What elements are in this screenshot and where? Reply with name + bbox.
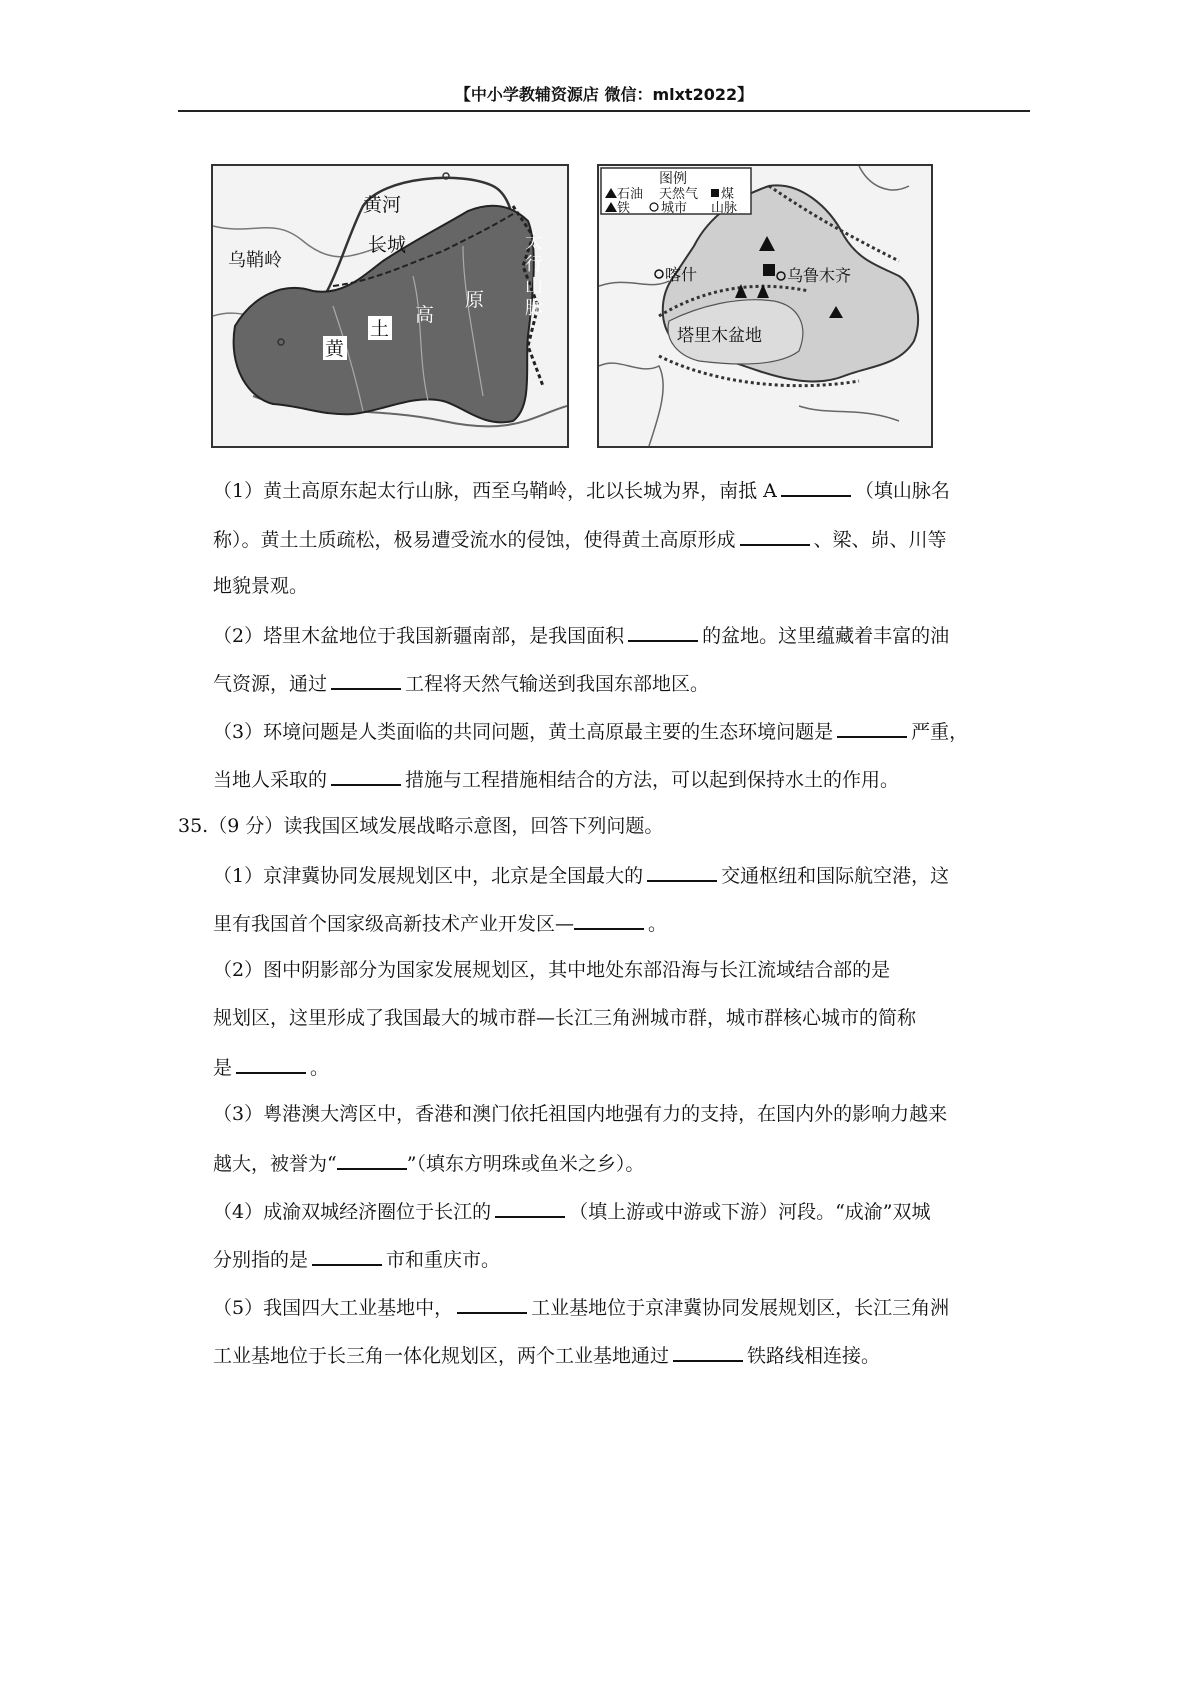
svg-text:原: 原 <box>465 289 485 311</box>
q34-p2-line2: 气资源，通过 工程将天然气输送到我国东部地区。 <box>213 670 709 696</box>
answer-blank <box>740 526 810 546</box>
q34-p3-line1: （3）环境问题是人类面临的共同问题，黄土高原最主要的生态环境问题是 严重， <box>213 718 968 744</box>
answer-blank <box>236 1054 306 1074</box>
q35-p1-line2: 里有我国首个国家级高新技术产业开发区— 。 <box>213 910 667 936</box>
q35-p2-line2: 规划区，这里形成了我国最大的城市群—长江三角洲城市群，城市群核心城市的简称 <box>213 1007 917 1029</box>
answer-blank <box>331 670 401 690</box>
q34-p3-line2: 当地人采取的 措施与工程措施相结合的方法，可以起到保持水土的作用。 <box>213 766 899 792</box>
answer-blank <box>628 622 698 642</box>
svg-text:高: 高 <box>415 304 435 326</box>
legend-city: 城市 <box>661 201 688 216</box>
label-wuqiaoling: 乌鞘岭 <box>228 250 282 271</box>
label-kashgar: 喀什 <box>665 265 698 284</box>
answer-blank <box>337 1150 407 1170</box>
svg-text:太: 太 <box>525 232 543 253</box>
answer-blank <box>574 910 644 930</box>
q34-p1-line2: 称）。黄土土质疏松，极易遭受流水的侵蚀，使得黄土高原形成 、梁、峁、川等 <box>213 526 947 552</box>
answer-blank <box>457 1294 527 1314</box>
svg-text:山: 山 <box>525 276 543 297</box>
svg-text:行: 行 <box>525 254 543 275</box>
q35-p5-line1: （5）我国四大工业基地中， 工业基地位于京津冀协同发展规划区，长江三角洲 <box>213 1294 949 1320</box>
header-rule <box>178 110 1030 112</box>
q35-p4-line2: 分别指的是 市和重庆市。 <box>213 1246 500 1272</box>
page-header: 【中小学教辅资源店 微信：mlxt2022】 <box>454 85 754 104</box>
label-huanghe: 黄河 <box>363 194 402 216</box>
legend-gas: 天然气 <box>659 187 699 202</box>
q35-p3-line1: （3）粤港澳大湾区中，香港和澳门依托祖国内地强有力的支持，在国内外的影响力越来 <box>213 1103 948 1125</box>
q35-p3-line2: 越大，被誉为“ ”（填东方明珠或鱼米之乡）。 <box>213 1150 644 1176</box>
answer-blank <box>331 766 401 786</box>
svg-text:脉: 脉 <box>525 298 543 319</box>
svg-text:土: 土 <box>370 318 390 340</box>
legend-iron: 铁 <box>617 201 631 216</box>
legend-title: 图例 <box>659 171 687 187</box>
q35-p5-line2: 工业基地位于长三角一体化规划区，两个工业基地通过 铁路线相连接。 <box>213 1342 880 1368</box>
legend-coal: 煤 <box>721 187 735 202</box>
legend-mountain: 山脉 <box>711 201 738 216</box>
q34-p1-line1: （1）黄土高原东起太行山脉，西至乌鞘岭，北以长城为界，南抵 A （填山脉名 <box>213 477 950 503</box>
svg-text:黄: 黄 <box>325 338 345 360</box>
answer-blank <box>673 1342 743 1362</box>
map-legend <box>601 168 751 216</box>
q35-p2-line1: （2）图中阴影部分为国家发展规划区，其中地处东部沿海与长江流域结合部的是 <box>213 959 891 981</box>
answer-blank <box>781 477 851 497</box>
tarim-basin-map <box>597 164 933 448</box>
loess-plateau-map <box>211 164 569 448</box>
q35-title: 35.（9 分）读我国区域发展战略示意图，回答下列问题。 <box>178 815 664 837</box>
answer-blank <box>837 718 907 738</box>
answer-blank <box>647 862 717 882</box>
label-changcheng: 长城 <box>368 234 407 256</box>
label-tarim: 塔里木盆地 <box>677 326 762 346</box>
label-taihang <box>525 232 543 319</box>
loess-plateau-map-svg <box>213 166 567 446</box>
legend-oil: 石油 <box>617 187 644 202</box>
q34-p1-line3: 地貌景观。 <box>213 575 309 597</box>
coal-symbol <box>763 264 775 276</box>
label-urumqi: 乌鲁木齐 <box>787 266 852 285</box>
q35-p1-line1: （1）京津冀协同发展规划区中，北京是全国最大的 交通枢纽和国际航空港，这 <box>213 862 949 888</box>
answer-blank <box>312 1246 382 1266</box>
q35-p2-line3: 是 。 <box>213 1054 329 1080</box>
answer-blank <box>495 1198 565 1218</box>
q34-p2-line1: （2）塔里木盆地位于我国新疆南部，是我国面积 的盆地。这里蕴藏着丰富的油 <box>213 622 949 648</box>
tarim-basin-map-svg <box>599 166 931 446</box>
q35-p4-line1: （4）成渝双城经济圈位于长江的 （填上游或中游或下游）河段。“成渝”双城 <box>213 1198 931 1224</box>
